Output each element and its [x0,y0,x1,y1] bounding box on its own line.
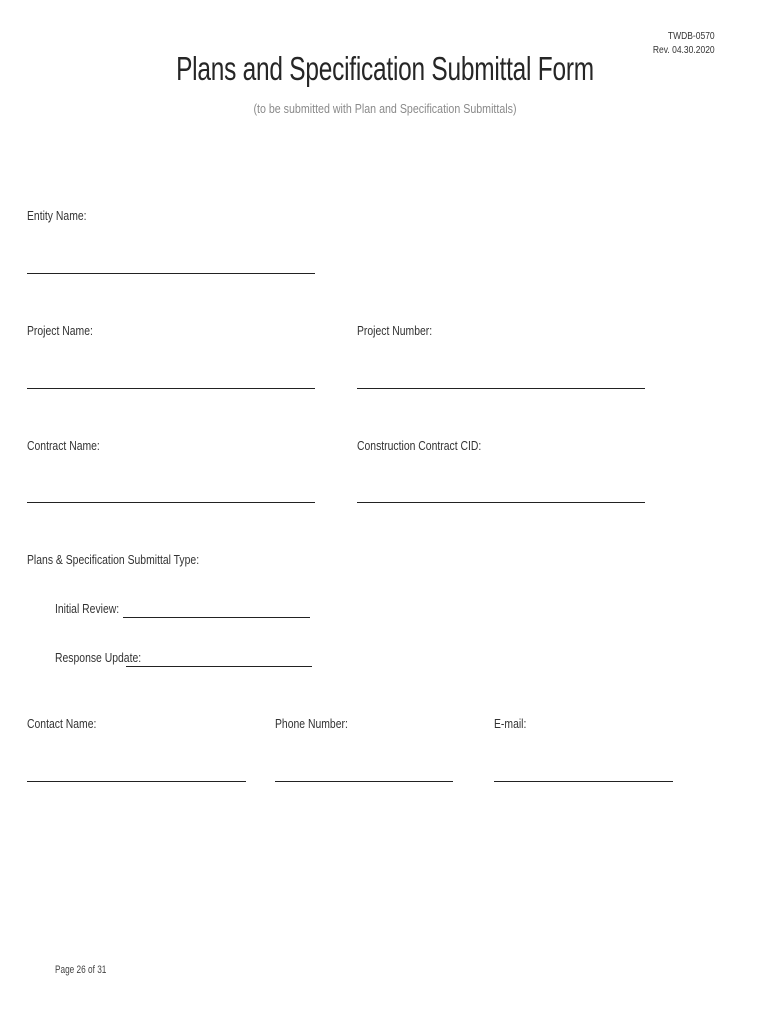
project-name-label: Project Name: [27,323,93,338]
entity-name-field[interactable] [27,253,315,273]
contact-name-underline [27,781,246,782]
page-number: Page 26 of 31 [55,964,107,976]
initial-review-underline [123,617,310,618]
response-update-field[interactable] [126,646,312,666]
email-field[interactable] [494,761,673,781]
form-revision: Rev. 04.30.2020 [653,45,715,56]
phone-number-label: Phone Number: [275,716,348,731]
construction-contract-cid-underline [357,502,645,503]
initial-review-field[interactable] [123,597,310,617]
email-underline [494,781,673,782]
email-label: E-mail: [494,716,527,731]
construction-contract-cid-label: Construction Contract CID: [357,438,482,453]
submittal-type-label: Plans & Specification Submittal Type: [27,552,200,567]
contract-name-label: Contract Name: [27,438,100,453]
project-number-label: Project Number: [357,323,433,338]
phone-number-underline [275,781,453,782]
entity-name-underline [27,273,315,274]
response-update-underline [126,666,312,667]
project-number-field[interactable] [357,368,645,388]
contract-name-field[interactable] [27,482,315,502]
project-number-underline [357,388,645,389]
entity-name-label: Entity Name: [27,208,87,223]
contact-name-label: Contact Name: [27,716,97,731]
project-name-field[interactable] [27,368,315,388]
page-title: Plans and Specification Submittal Form [176,50,594,87]
project-name-underline [27,388,315,389]
contract-name-underline [27,502,315,503]
form-number: TWDB-0570 [668,31,715,42]
contact-name-field[interactable] [27,761,246,781]
response-update-label: Response Update: [55,650,142,665]
page-subtitle: (to be submitted with Plan and Specification Submittals) [253,101,517,116]
construction-contract-cid-field[interactable] [357,482,645,502]
phone-number-field[interactable] [275,761,453,781]
initial-review-label: Initial Review: [55,601,120,616]
